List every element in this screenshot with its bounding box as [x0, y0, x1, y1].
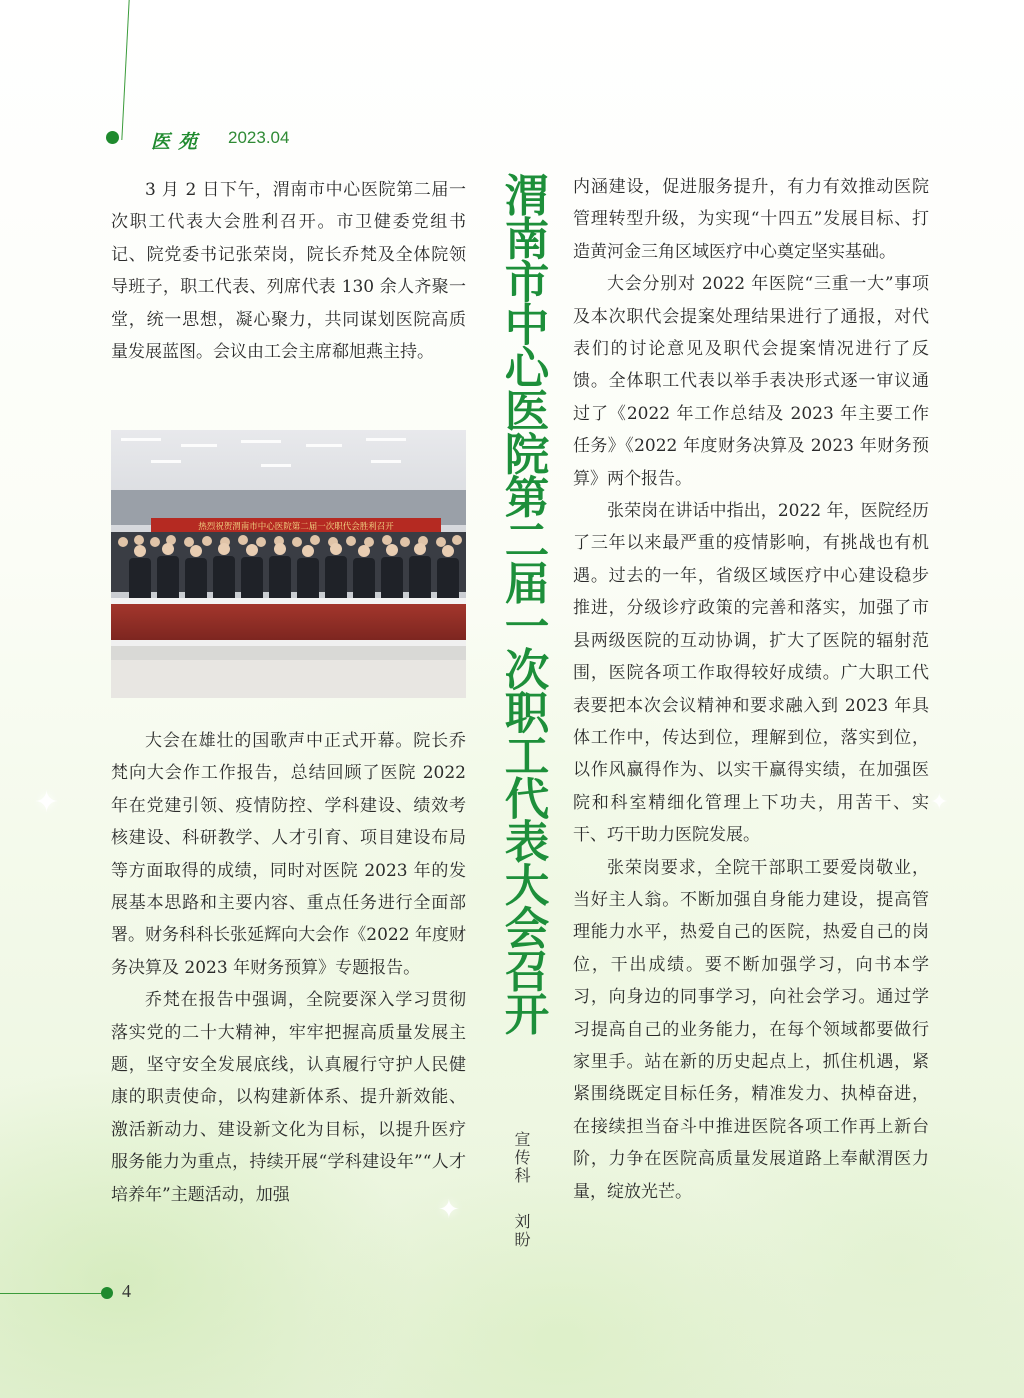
article-left-column-top [111, 174, 466, 368]
paragraph: 大会分别对 2022 年医院“三重一大”事项及本次职代会提案处理结果进行了通报，对代表们的讨论意见及职代会提案情况进行了反馈。全体职工代表以举手表决形式逐一审议通过了《2022 年工作总结及 2023 年主要工作任务》《2022 年度财务决算及 2023 年财务预算》两个报告。 [573, 274, 929, 489]
magazine-brand: 医苑 [151, 131, 206, 153]
paragraph: 3 月 2 日下午，渭南市中心医院第二届一次职工代表大会胜利召开。市卫健委党组书记、院党委书记张荣岗，院长乔梵及全体院领导班子，职工代表、列席代表 130 余人齐聚一堂，统一思想，凝心聚力，共同谋划医院高质量发展蓝图。会议由工会主席郗旭燕主持。 [111, 180, 466, 363]
article-left-column-bottom [111, 725, 466, 1211]
banner-text: 热烈祝贺渭南市中心医院第二届一次职代会胜利召开 [198, 522, 394, 532]
paragraph: 张荣岗要求，全院干部职工要爱岗敬业，当好主人翁。不断加强自身能力建设，提高管理能力水平，热爱自己的医院，热爱自己的岗位，干出成绩。要不断加强学习，向书本学习，向身边的同事学习，向社会学习。通过学习提高自己的业务能力，在每个领域都要做行家里手。站在新的历史起点上，抓住机遇，紧紧围绕既定目标任务，精准发力、执棹奋进，在接续担当奋斗中推进医院各项工作再上新台阶，力争在医院高质量发展道路上奉献渭医力量，绽放光芒。 [573, 857, 929, 1202]
decorative-vertical-line [108, 0, 129, 140]
paragraph: 乔梵在报告中强调，全院要深入学习贯彻落实党的二十大精神，牢牢把握高质量发展主题，坚守安全发展底线，认真履行守护人民健康的职责使命，以构建新体系、提升新效能、激活新动力、建设新文化为目标，以提升医疗服务能力为重点，持续开展“学科建设年”“人才培养年”主题活动，加强 [111, 990, 466, 1205]
issue-date: 2023.04 [228, 128, 290, 147]
sparkle-icon: ✦ [438, 1195, 460, 1225]
article-title: 渭南市中心医院第二届一次职工代表大会召开 [497, 172, 548, 1035]
paragraph: 大会在雄壮的国歌声中正式开幕。院长乔梵向大会作工作报告，总结回顾了医院 2022 年在党建引领、疫情防控、学科建设、绩效考核建设、科研教学、人才引育、项目建设布局等方面取得的成绩，同时对医院 2023 年的发展基本思路和主要内容、重点任务进行全面部署。财务科科长张延辉向大会作《2022 年度财务决算及 2023 年财务预算》专题报告。 [111, 731, 466, 978]
article-right-column [573, 171, 929, 1208]
conference-photo-illustration [111, 430, 466, 698]
paragraph: 张荣岗在讲话中指出，2022 年，医院经历了三年以来最严重的疫情影响，有挑战也有机遇。过去的一年，省级区域医疗中心建设稳步推进，分级诊疗政策的完善和落实，加强了市县两级医院的互动协调，扩大了医院的辐射范围，医院各项工作取得较好成绩。广大职工代表要把本次会议精神和要求融入到 2023 年具体工作中，传达到位，理解到位，落实到位，以作风赢得作为、以实干赢得实绩，在加强医院和科室精细化管理上下功夫，用苦干、实干、巧干助力医院发展。 [573, 501, 929, 846]
paragraph: 内涵建设，促进服务提升，有力有效推动医院管理转型升级，为实现“十四五”发展目标、打造黄河金三角区域医疗中心奠定坚实基础。 [573, 177, 929, 262]
author-department: 宣传科 [512, 1131, 531, 1185]
header-dot-icon [106, 131, 119, 144]
page-number: 4 [122, 1281, 131, 1301]
decorative-horizontal-line [0, 1293, 104, 1294]
sparkle-icon: ✦ [930, 790, 949, 815]
footer-dot-icon [101, 1287, 113, 1299]
author-name: 刘盼 [512, 1213, 531, 1249]
conference-photo [111, 430, 466, 698]
sparkle-icon: ✦ [34, 785, 60, 820]
